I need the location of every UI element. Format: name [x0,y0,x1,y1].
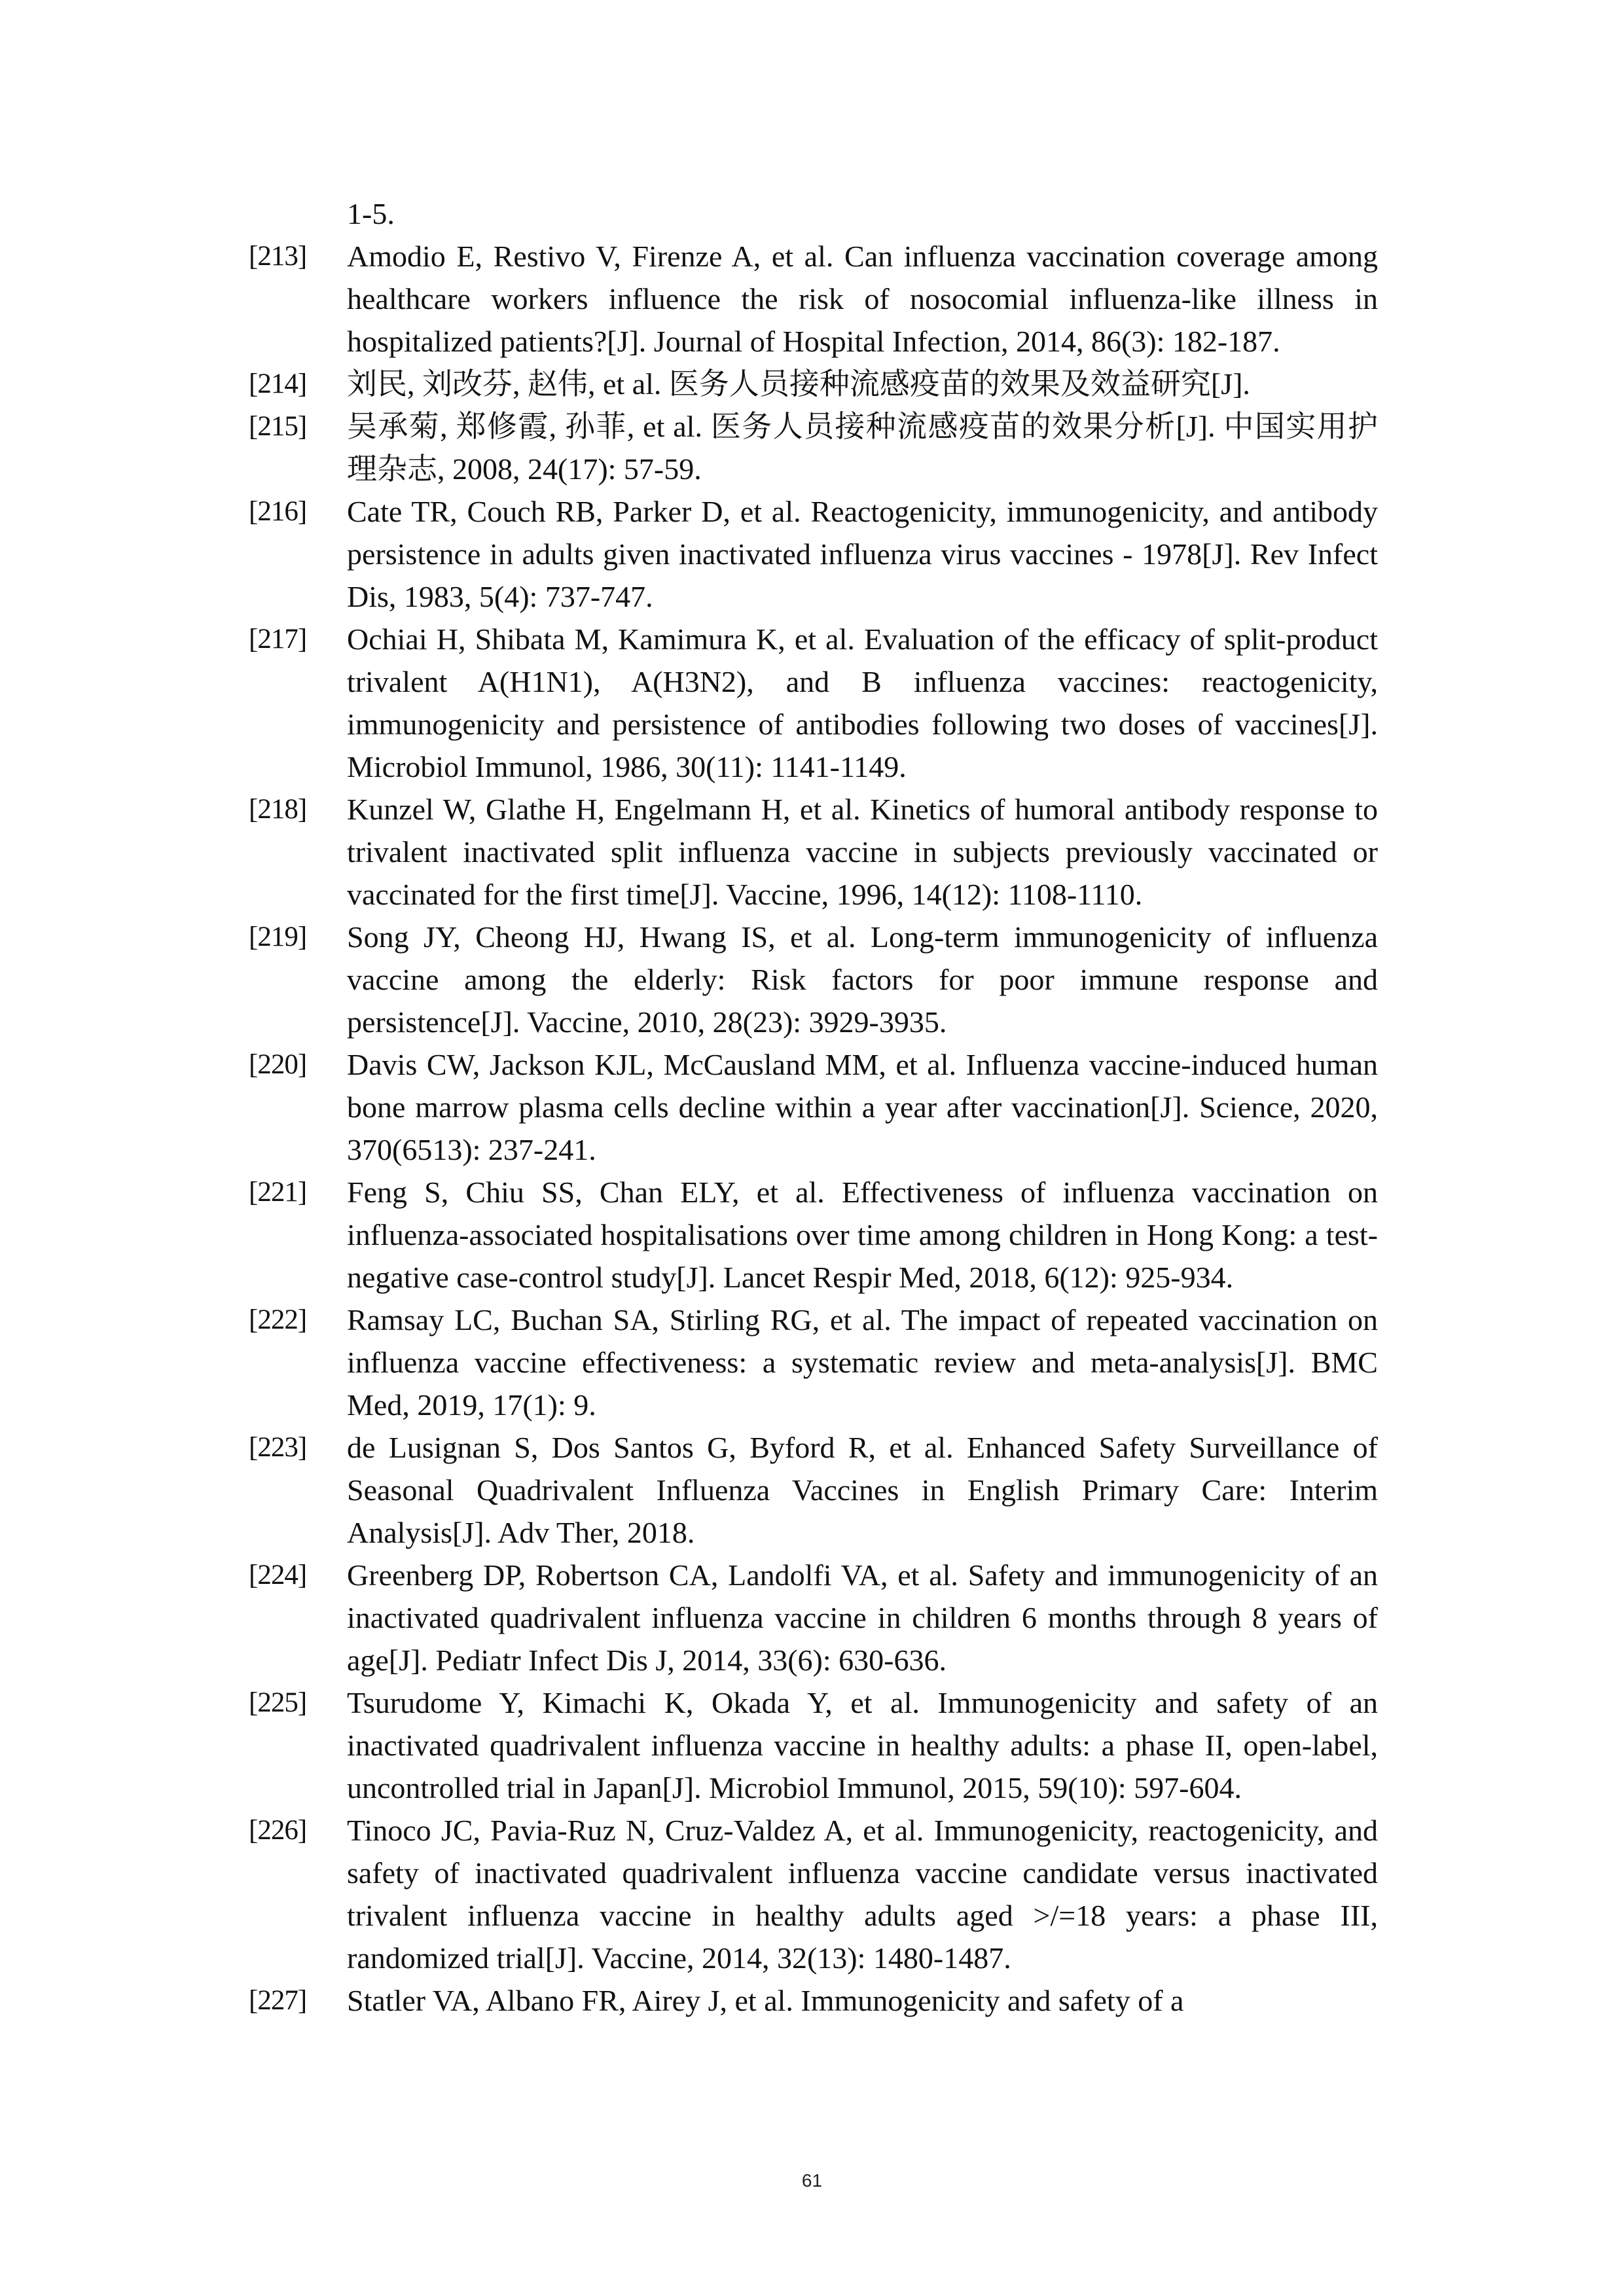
reference-text: Greenberg DP, Robertson CA, Landolfi VA, et al. Safety and immunogenicity of an inactivated quadrivalent influenza vaccine in children 6 months through 8 years of age[J]. Pediatr Infect Dis J, 2014, 33(6): 630-636. [347,1558,1378,1677]
reference-text: Statler VA, Albano FR, Airey J, et al. Immunogenicity and safety of a [347,1984,1184,2017]
reference-entry [249,1681,1378,1809]
reference-text: 吴承菊, 郑修霞, 孙菲, et al. 医务人员接种流感疫苗的效果分析[J]. 中国实用护理杂志, 2008, 24(17): 57-59. [347,410,1378,486]
reference-number: [216] [249,496,307,527]
reference-number: [222] [249,1304,307,1335]
reference-entry [249,1171,1378,1299]
reference-number: [227] [249,1985,307,2016]
reference-entry [249,1554,1378,1681]
reference-entry [249,916,1378,1043]
reference-entry [249,235,1378,363]
reference-list [249,192,1378,2022]
reference-number: [223] [249,1432,307,1463]
reference-entry [249,405,1378,490]
reference-entry [249,1809,1378,1979]
reference-entry [249,788,1378,916]
reference-entry [249,363,1378,405]
reference-entry [249,490,1378,618]
reference-number: [218] [249,794,307,825]
reference-text: Kunzel W, Glathe H, Engelmann H, et al. Kinetics of humoral antibody response to trivalent inactivated split influenza vaccine in subjects previously vaccinated or vaccinated for the first time[J]. Vaccine, 1996, 14(12): 1108-1110. [347,793,1378,911]
reference-text: Ochiai H, Shibata M, Kamimura K, et al. Evaluation of the efficacy of split-product trivalent A(H1N1), A(H3N2), and B influenza vaccines: reactogenicity, immunogenicity and persistence of antibodies following two doses of vaccines[J]. Microbiol Immunol, 1986, 30(11): 1141-1149. [347,622,1378,783]
reference-text: Tinoco JC, Pavia-Ruz N, Cruz-Valdez A, et al. Immunogenicity, reactogenicity, and safety of inactivated quadrivalent influenza vaccine candidate versus inactivated trivalent influenza vaccine in healthy adults aged >/=18 years: a phase III, randomized trial[J]. Vaccine, 2014, 32(13): 1480-1487. [347,1814,1378,1975]
reference-entry [249,618,1378,788]
reference-number: [217] [249,624,307,655]
continuation-text: 1-5. [347,197,395,230]
reference-entry [249,1043,1378,1171]
reference-text: Feng S, Chiu SS, Chan ELY, et al. Effectiveness of influenza vaccination on influenza-associated hospitalisations over time among children in Hong Kong: a test-negative case-control study[J]. Lancet Respir Med, 2018, 6(12): 925-934. [347,1175,1378,1294]
reference-text: Tsurudome Y, Kimachi K, Okada Y, et al. Immunogenicity and safety of an inactivated quadrivalent influenza vaccine in healthy adults: a phase II, open-label, uncontrolled trial in Japan[J]. Microbiol Immunol, 2015, 59(10): 597-604. [347,1686,1378,1804]
reference-text: Amodio E, Restivo V, Firenze A, et al. Can influenza vaccination coverage among healthcare workers influence the risk of nosocomial influenza-like illness in hospitalized patients?[J]. Journal of Hospital Infection, 2014, 86(3): 182-187. [347,240,1378,358]
reference-number: [220] [249,1049,307,1080]
reference-entry [249,1426,1378,1554]
reference-number: [214] [249,368,307,399]
reference-number: [219] [249,922,307,952]
reference-text: Cate TR, Couch RB, Parker D, et al. Reactogenicity, immunogenicity, and antibody persistence in adults given inactivated influenza virus vaccines - 1978[J]. Rev Infect Dis, 1983, 5(4): 737-747. [347,495,1378,613]
reference-number: [226] [249,1815,307,1846]
reference-text: Davis CW, Jackson KJL, McCausland MM, et al. Influenza vaccine-induced human bone marrow plasma cells decline within a year after vaccination[J]. Science, 2020, 370(6513): 237-241. [347,1048,1378,1166]
reference-number: [213] [249,241,307,272]
reference-number: [224] [249,1560,307,1590]
reference-number: [225] [249,1687,307,1718]
reference-entry [249,1979,1378,2022]
reference-text: de Lusignan S, Dos Santos G, Byford R, et al. Enhanced Safety Surveillance of Seasonal Quadrivalent Influenza Vaccines in English Primary Care: Interim Analysis[J]. Adv Ther, 2018. [347,1431,1378,1549]
reference-entry [249,1299,1378,1426]
reference-text: Song JY, Cheong HJ, Hwang IS, et al. Long-term immunogenicity of influenza vaccine among the elderly: Risk factors for poor immune response and persistence[J]. Vaccine, 2010, 28(23): 3929-3935. [347,920,1378,1039]
reference-text: 刘民, 刘改芬, 赵伟, et al. 医务人员接种流感疫苗的效果及效益研究[J]. [347,367,1250,401]
reference-text: Ramsay LC, Buchan SA, Stirling RG, et al. The impact of repeated vaccination on influenza vaccine effectiveness: a systematic review and meta-analysis[J]. BMC Med, 2019, 17(1): 9. [347,1303,1378,1422]
reference-number: [215] [249,411,307,442]
reference-number: [221] [249,1177,307,1208]
page-number: 61 [801,2170,823,2191]
